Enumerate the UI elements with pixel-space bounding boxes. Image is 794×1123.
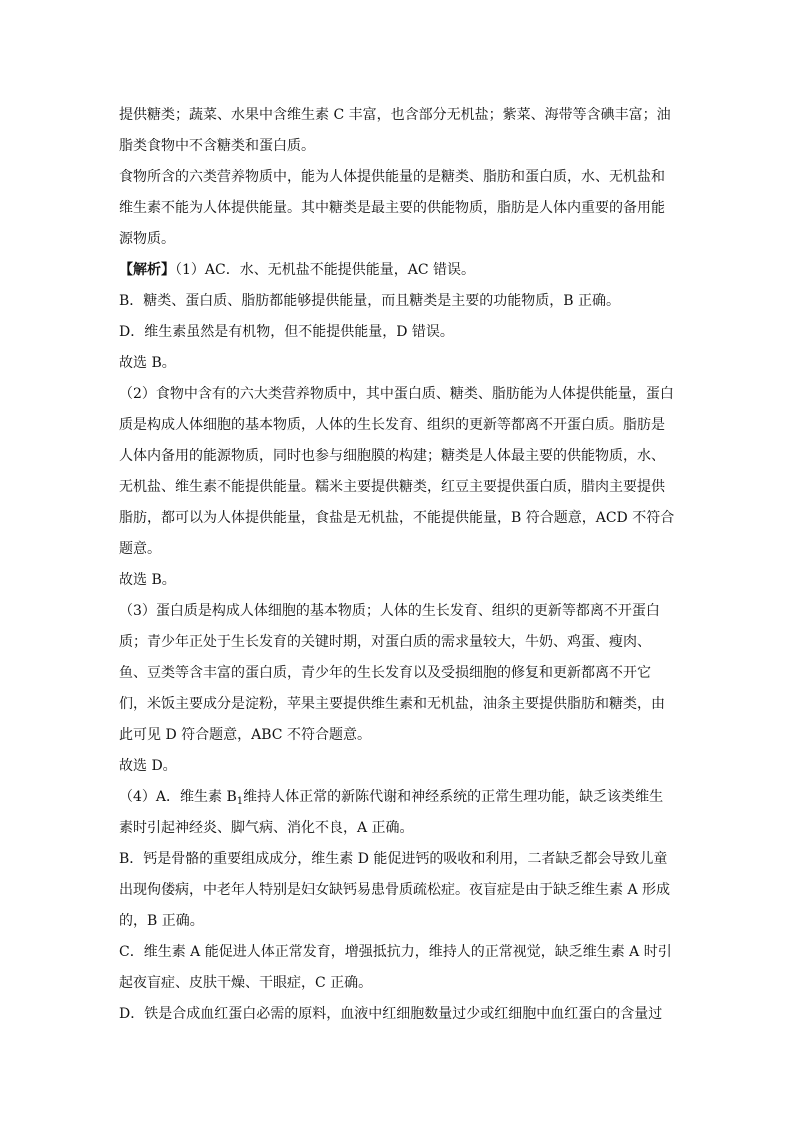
- text-line: 食物所含的六类营养物质中，能为人体提供能量的是糖类、脂肪和蛋白质，水、无机盐和: [119, 169, 665, 185]
- text-line: （2）食物中含有的六大类营养物质中，其中蛋白质、糖类、脂肪能为人体提供能量，蛋白: [119, 386, 674, 402]
- text-line: D．维生素虽然是有机物，但不能提供能量，D 错误。: [119, 324, 454, 340]
- text-line: D．铁是合成血红蛋白必需的原料，血液中红细胞数量过少或红细胞中血红蛋白的含量过: [119, 1006, 663, 1022]
- text-line: 素时引起神经炎、脚气病、消化不良，A 正确。: [119, 820, 414, 836]
- text-line: 出现佝偻病，中老年人特别是妇女缺钙易患骨质疏松症。夜盲症是由于缺乏维生素 A 形成: [119, 882, 671, 898]
- text-line: B．糖类、蛋白质、脂肪都能够提供能量，而且糖类是主要的功能物质，B 正确。: [119, 293, 621, 309]
- text-line: 故选 D。: [119, 758, 177, 774]
- subscript: 1: [236, 796, 244, 807]
- analysis-label: 【解析】: [119, 262, 175, 278]
- text-line: 质；青少年正处于生长发育的关键时期，对蛋白质的需求量较大，牛奶、鸡蛋、瘦肉、: [119, 634, 651, 650]
- text-line: 们，米饭主要成分是淀粉，苹果主要提供维生素和无机盐，油条主要提供脂肪和糖类，由: [119, 696, 665, 712]
- text-line: 人体内备用的能源物质，同时也参与细胞膜的构建；糖类是人体最主要的供能物质，水、: [119, 448, 665, 464]
- text-line: [119, 255, 679, 286]
- text-line: 源物质。: [119, 231, 175, 247]
- text-line: 的，B 正确。: [119, 913, 204, 929]
- text-line: 质是构成人体细胞的基本物质，人体的生长发育、组织的更新等都离不开蛋白质。脂肪是: [119, 417, 665, 433]
- text-segment: 维持人体正常的新陈代谢和神经系统的正常生理功能，缺乏该类维生: [243, 789, 664, 805]
- text-line: 脂类食物中不含糖类和蛋白质。: [119, 138, 315, 154]
- text-line: 脂肪，都可以为人体提供能量，食盐是无机盐，不能提供能量，B 符合题意，ACD 不符合: [119, 510, 675, 526]
- text-segment: （4）A．维生素 B: [119, 789, 237, 805]
- text-line: 故选 B。: [119, 355, 176, 371]
- text-line: C．维生素 A 能促进人体正常发育，增强抵抗力，维持人的正常视觉，缺乏维生素 A 时引: [119, 944, 672, 960]
- text-line: （3）蛋白质是构成人体细胞的基本物质；人体的生长发育、组织的更新等都离不开蛋白: [119, 603, 660, 619]
- text-line: [119, 782, 679, 813]
- text-line: 题意。: [119, 541, 161, 557]
- text-line: B．钙是骨骼的重要组成成分，维生素 D 能促进钙的吸收和利用，二者缺乏都会导致儿童: [119, 851, 668, 867]
- text-line: 鱼、豆类等含丰富的蛋白质，青少年的生长发育以及受损细胞的修复和更新都离不开它: [119, 665, 651, 681]
- text-line: 无机盐、维生素不能提供能量。糯米主要提供糖类，红豆主要提供蛋白质，腊肉主要提供: [119, 479, 665, 495]
- text-line: 维生素不能为人体提供能量。其中糖类是最主要的供能物质，脂肪是人体内重要的备用能: [119, 200, 665, 216]
- text-line: 故选 B。: [119, 572, 176, 588]
- text-segment: （1）AC．水、无机盐不能提供能量，AC 错误。: [175, 262, 476, 278]
- text-line: 提供糖类；蔬菜、水果中含维生素 C 丰富，也含部分无机盐；紫菜、海带等含碘丰富；油: [119, 107, 671, 123]
- text-line: 此可见 D 符合题意，ABC 不符合题意。: [119, 727, 371, 743]
- answer-explanation-text: [119, 100, 679, 1030]
- text-line: 起夜盲症、皮肤干燥、干眼症，C 正确。: [119, 975, 373, 991]
